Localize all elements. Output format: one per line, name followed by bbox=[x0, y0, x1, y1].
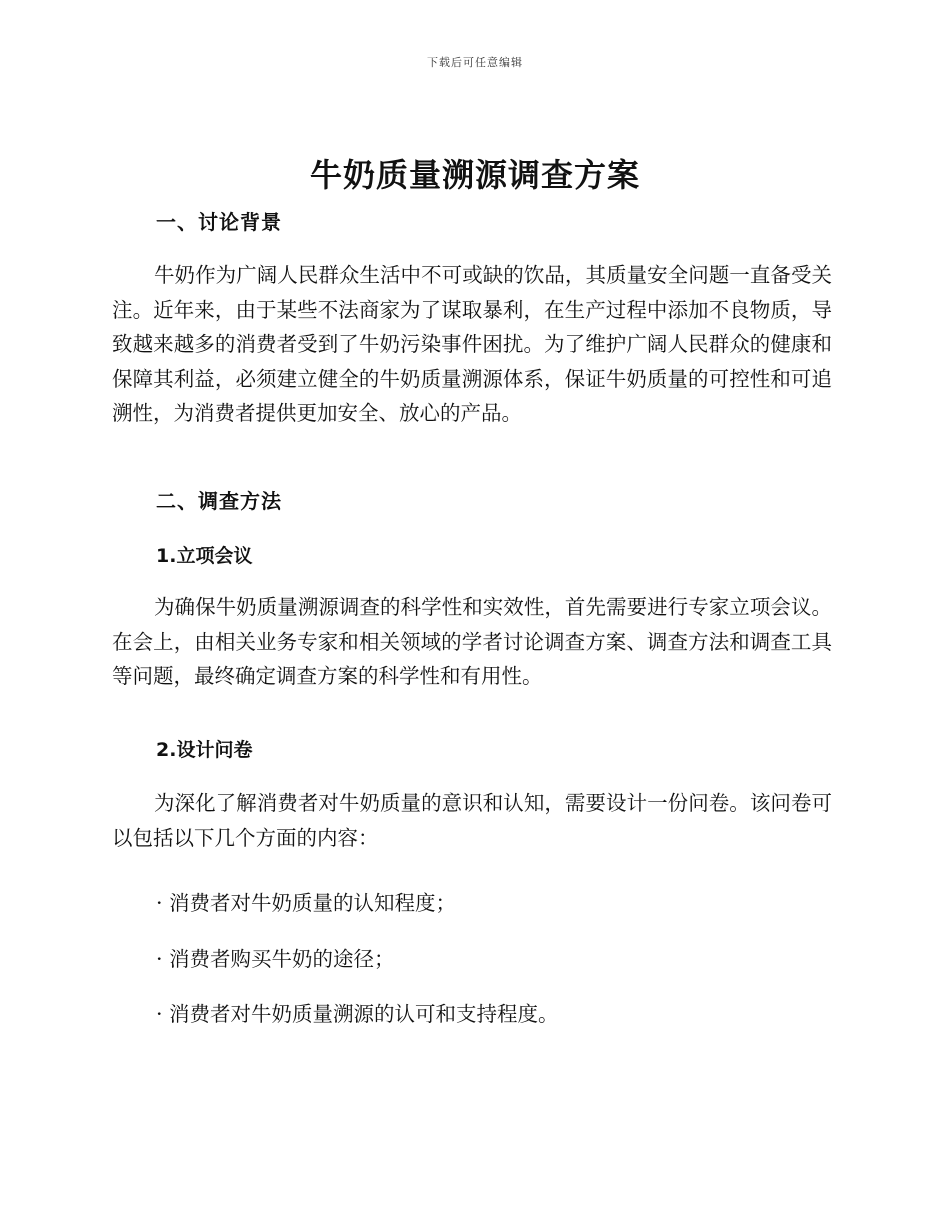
project-meeting-paragraph: 为确保牛奶质量溯源调查的科学性和实效性，首先需要进行专家立项会议。在会上，由相关业务专家和相关领域的学者讨论调查方案、调查方法和调查工具等问题，最终确定调查方案的科学性和有用性。 bbox=[112, 595, 832, 688]
bullet-item-awareness: · 消费者对牛奶质量的认知程度； bbox=[156, 891, 457, 915]
header-note: 下载后可任意编辑 bbox=[427, 56, 523, 69]
document-title: 牛奶质量溯源调查方案 bbox=[309, 156, 640, 194]
background-paragraph: 牛奶作为广阔人民群众生活中不可或缺的饮品，其质量安全问题一直备受关注。近年来，由于某些不法商家为了谋取暴利，在生产过程中添加不良物质，导致越来越多的消费者受到了牛奶污染事件困扰。为了维护广阔人民群众的健康和保障其利益，必须建立健全的牛奶质量溯源体系，保证牛奶质量的可控性和可追溯性，为消费者提供更加安全、放心的产品。 bbox=[112, 263, 832, 425]
subheading-project-meeting: 1.立项会议 bbox=[156, 545, 253, 567]
bullet-item-purchase-channel: · 消费者购买牛奶的途径； bbox=[156, 947, 395, 971]
bullet-item-traceability-support: · 消费者对牛奶质量溯源的认可和支持程度。 bbox=[156, 1002, 559, 1026]
questionnaire-paragraph: 为深化了解消费者对牛奶质量的意识和认知，需要设计一份问卷。该问卷可以包括以下几个方面的内容： bbox=[112, 791, 832, 850]
subheading-questionnaire: 2.设计问卷 bbox=[156, 739, 253, 761]
section-heading-background: 一、讨论背景 bbox=[156, 210, 282, 234]
section-heading-methods: 二、调查方法 bbox=[156, 489, 282, 513]
